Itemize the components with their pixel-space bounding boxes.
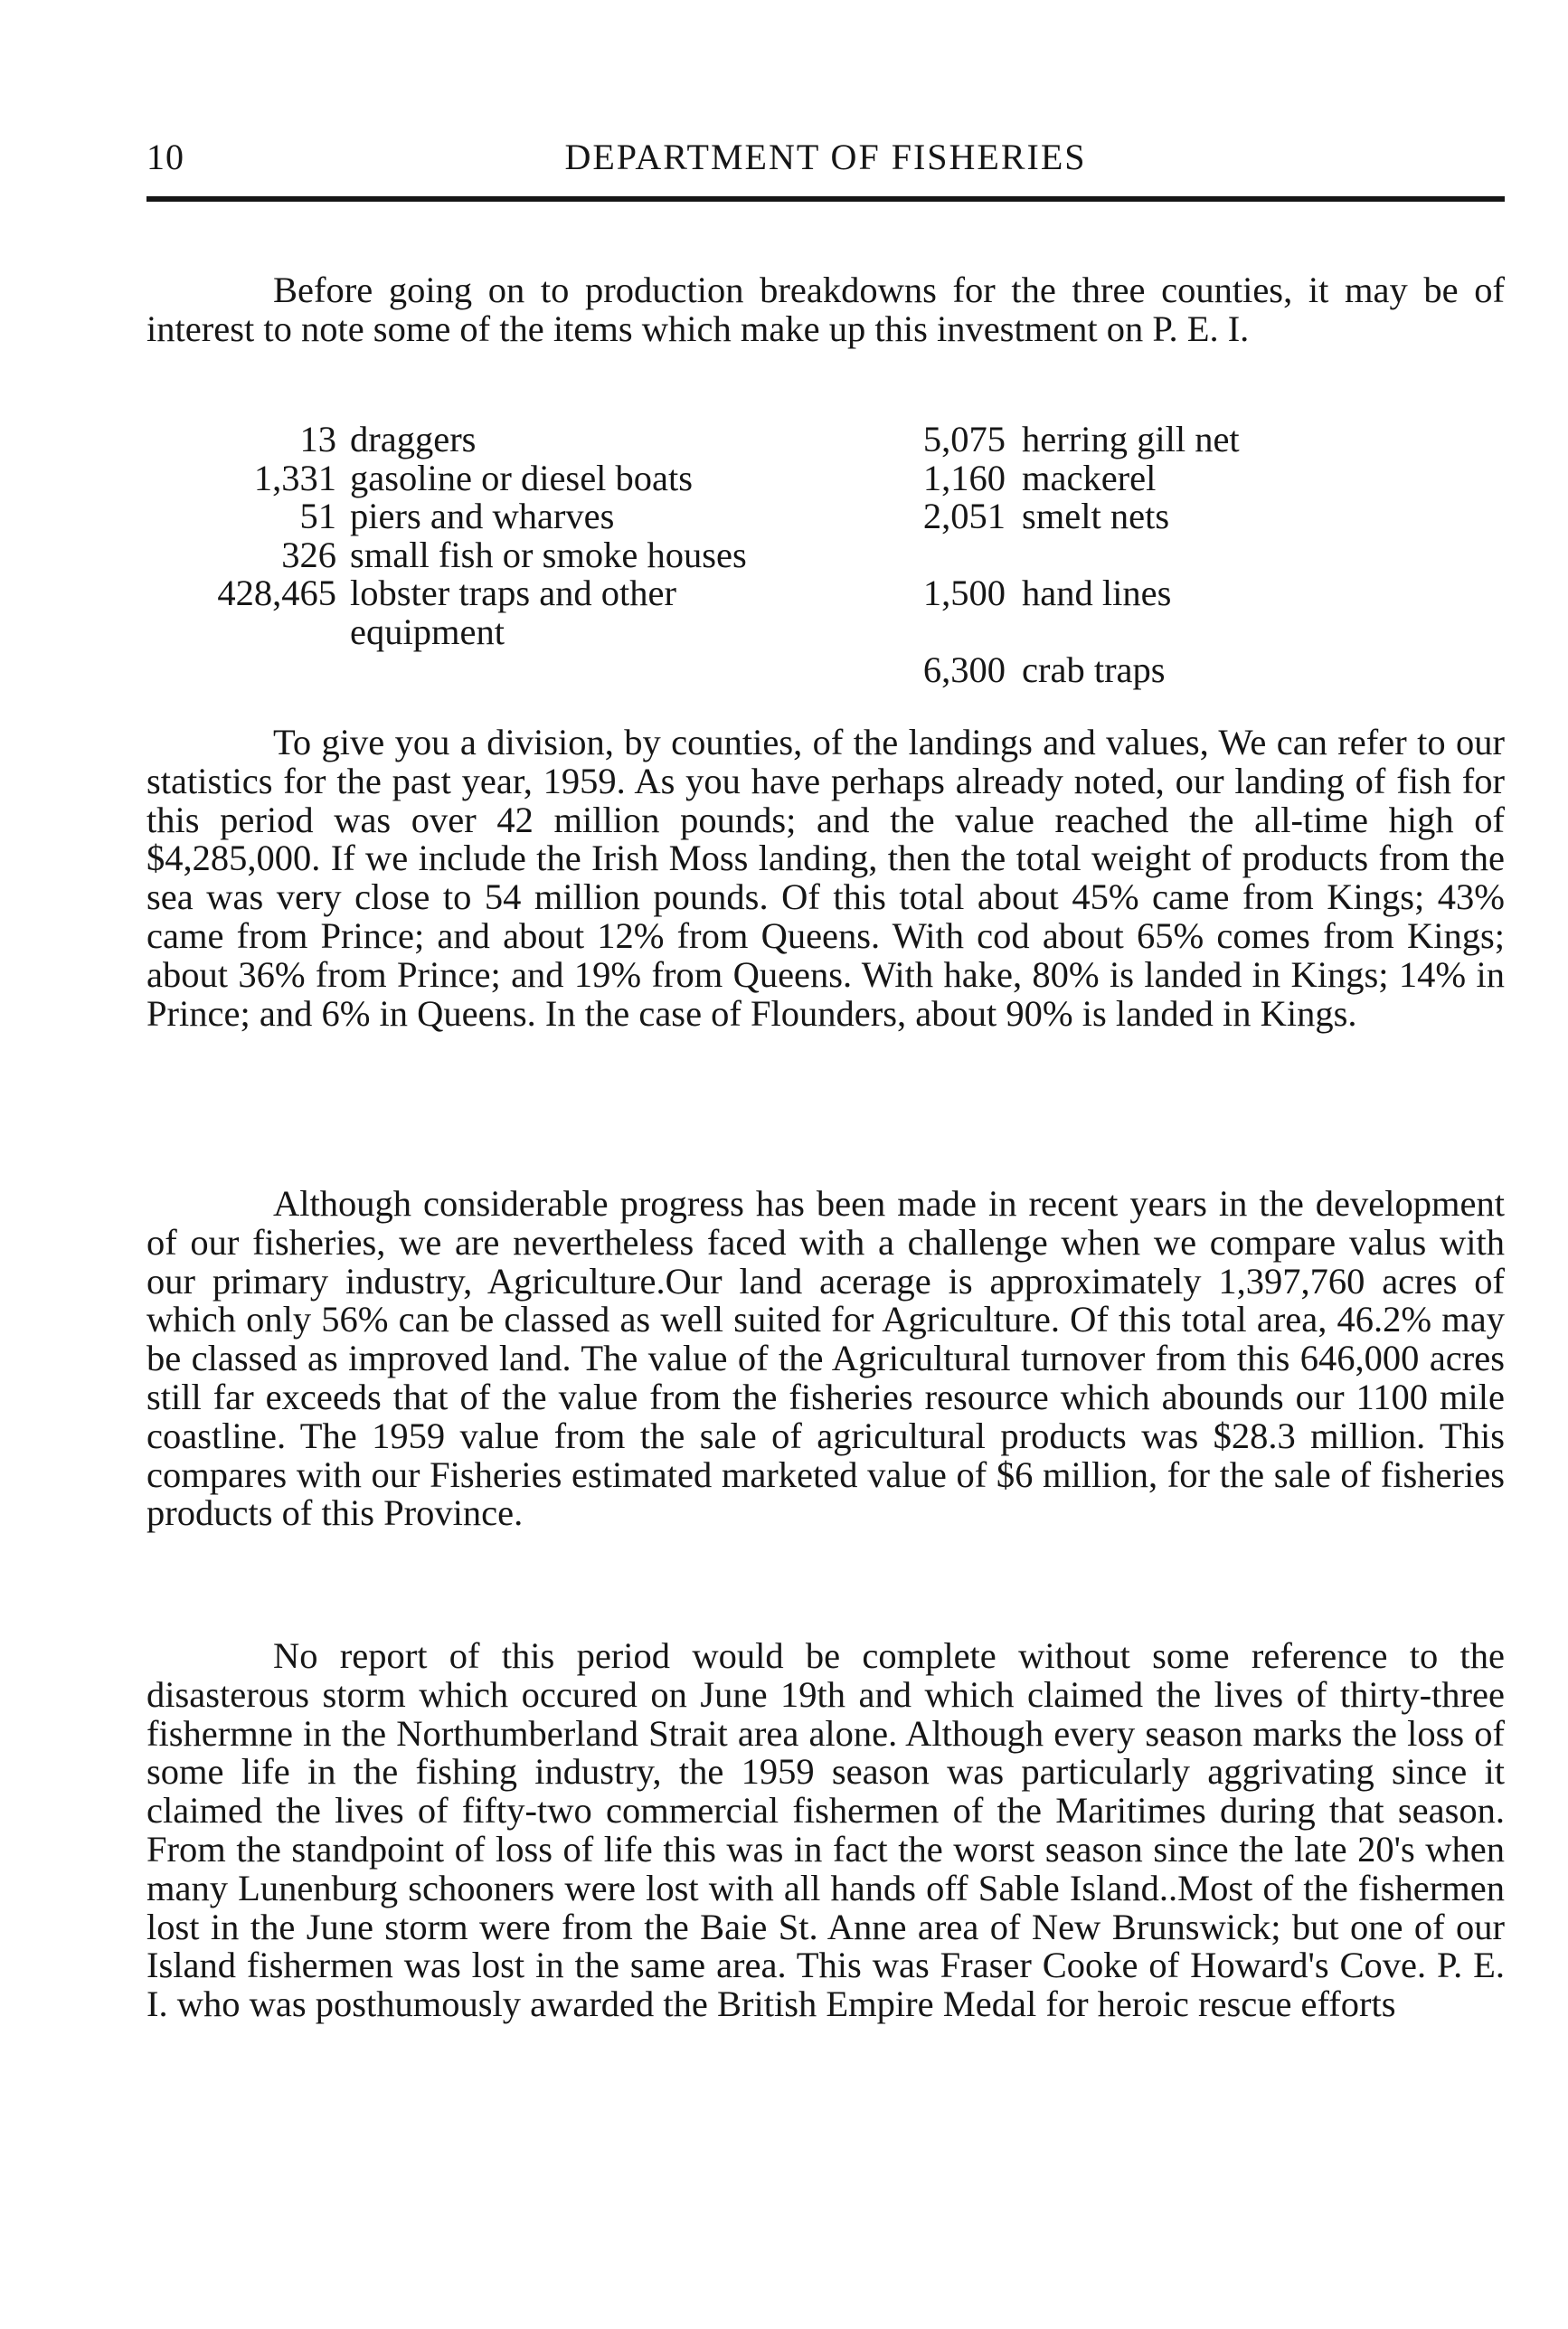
inventory-description: crab traps: [1022, 649, 1166, 690]
inventory-item: [146, 574, 834, 651]
inventory-right-column: [861, 421, 1494, 690]
page-header: [146, 128, 1505, 183]
header-rule: [146, 196, 1505, 202]
inventory-description: piers and wharves: [350, 496, 615, 536]
inventory-quantity: 6,300: [922, 649, 1006, 690]
inventory-item: [146, 459, 834, 498]
inventory-item: [146, 536, 834, 575]
agriculture-paragraph: Although considerable progress has been made in recent years in the development of our fisheries, we are nevertheless faced with a challenge when we compare valus with our primary industry, Agriculture.Our land acerage is approximately 1,397,760 acres of which only 56% can be classed as well suited for Agriculture. Of this total area, 46.2% may be classed as improved land. The value of the Agricultural turnover from this 646,000 acres still far exceeds that of the value from the fisheries resource which abounds our 1100 mile coastline. The 1959 value from the sale of agricultural products was $28.3 million. This compares with our Fisheries estimated marketed value of $6 million, for the sale of fisheries products of this Province.: [146, 1183, 1505, 1534]
inventory-item: [861, 459, 1494, 498]
inventory-description: small fish or smoke houses: [350, 534, 747, 575]
inventory-quantity: 2,051: [922, 496, 1006, 536]
inventory-description: herring gill net: [1022, 419, 1240, 459]
inventory-description: lobster traps and other equipment: [350, 573, 677, 652]
inventory-description: hand lines: [1022, 573, 1172, 613]
inventory-item: [861, 497, 1494, 536]
inventory-quantity: 13: [299, 419, 336, 459]
landings-paragraph: To give you a division, by counties, of the landings and values, We can refer to our statistics for the past year, 1959. As you have perhaps already noted, our landing of fish for this period was over 42 million pounds; and the value reached the all-time high of $4,285,000. If we include the Irish Moss landing, then the total weight of products from the sea was very close to 54 million pounds. Of this total about 45% came from Kings; 43% came from Prince; and about 12% from Queens. With cod about 65% comes from Kings; about 36% from Prince; and 19% from Queens. With hake, 80% is landed in Kings; 14% in Prince; and 6% in Queens. In the case of Flounders, about 90% is landed in Kings.: [146, 722, 1505, 1034]
inventory-quantity: 1,500: [922, 573, 1006, 613]
inventory-description: smelt nets: [1022, 496, 1170, 536]
inventory-quantity: 428,465: [217, 573, 336, 613]
storm-paragraph: No report of this period would be complete without some reference to the disasterous storm which occured on June 19th and which claimed the lives of thirty-three fishermne in the Northumberland Strait area alone. Although every season marks the loss of some life in the fishing industry, the 1959 season was particularly aggrivating since it claimed the lives of fifty-two commercial fishermen of the Maritimes during that season. From the standpoint of loss of life this was in fact the worst season since the late 20's when many Lunenburg schooners were lost with all hands off Sable Island..Most of the fishermen lost in the June storm were from the Baie St. Anne area of New Brunswick; but one of our Island fishermen was lost in the same area. This was Fraser Cooke of Howard's Cove. P. E. I. who was posthumously awarded the British Empire Medal for heroic rescue efforts: [146, 1635, 1505, 2025]
inventory-item: [146, 497, 834, 536]
investment-inventory: [146, 421, 1505, 692]
inventory-description: mackerel: [1022, 457, 1157, 498]
running-title: DEPARTMENT OF FISHERIES: [564, 137, 1087, 177]
inventory-item: [861, 651, 1494, 690]
inventory-quantity: 1,331: [253, 457, 336, 498]
inventory-left-column: [146, 421, 834, 651]
inventory-quantity: 51: [299, 496, 336, 536]
inventory-item: [146, 421, 834, 459]
inventory-quantity: 1,160: [922, 457, 1006, 498]
inventory-quantity: 326: [281, 534, 336, 575]
inventory-quantity: 5,075: [922, 419, 1006, 459]
inventory-item: [861, 421, 1494, 459]
page-number: 10: [146, 137, 184, 177]
inventory-item: [861, 574, 1494, 613]
inventory-description: draggers: [350, 419, 477, 459]
intro-paragraph: Before going on to production breakdowns for the three counties, it may be of interest to note some of the items which make up this investment on P. E. I.: [146, 270, 1505, 349]
inventory-description: gasoline or diesel boats: [350, 457, 694, 498]
